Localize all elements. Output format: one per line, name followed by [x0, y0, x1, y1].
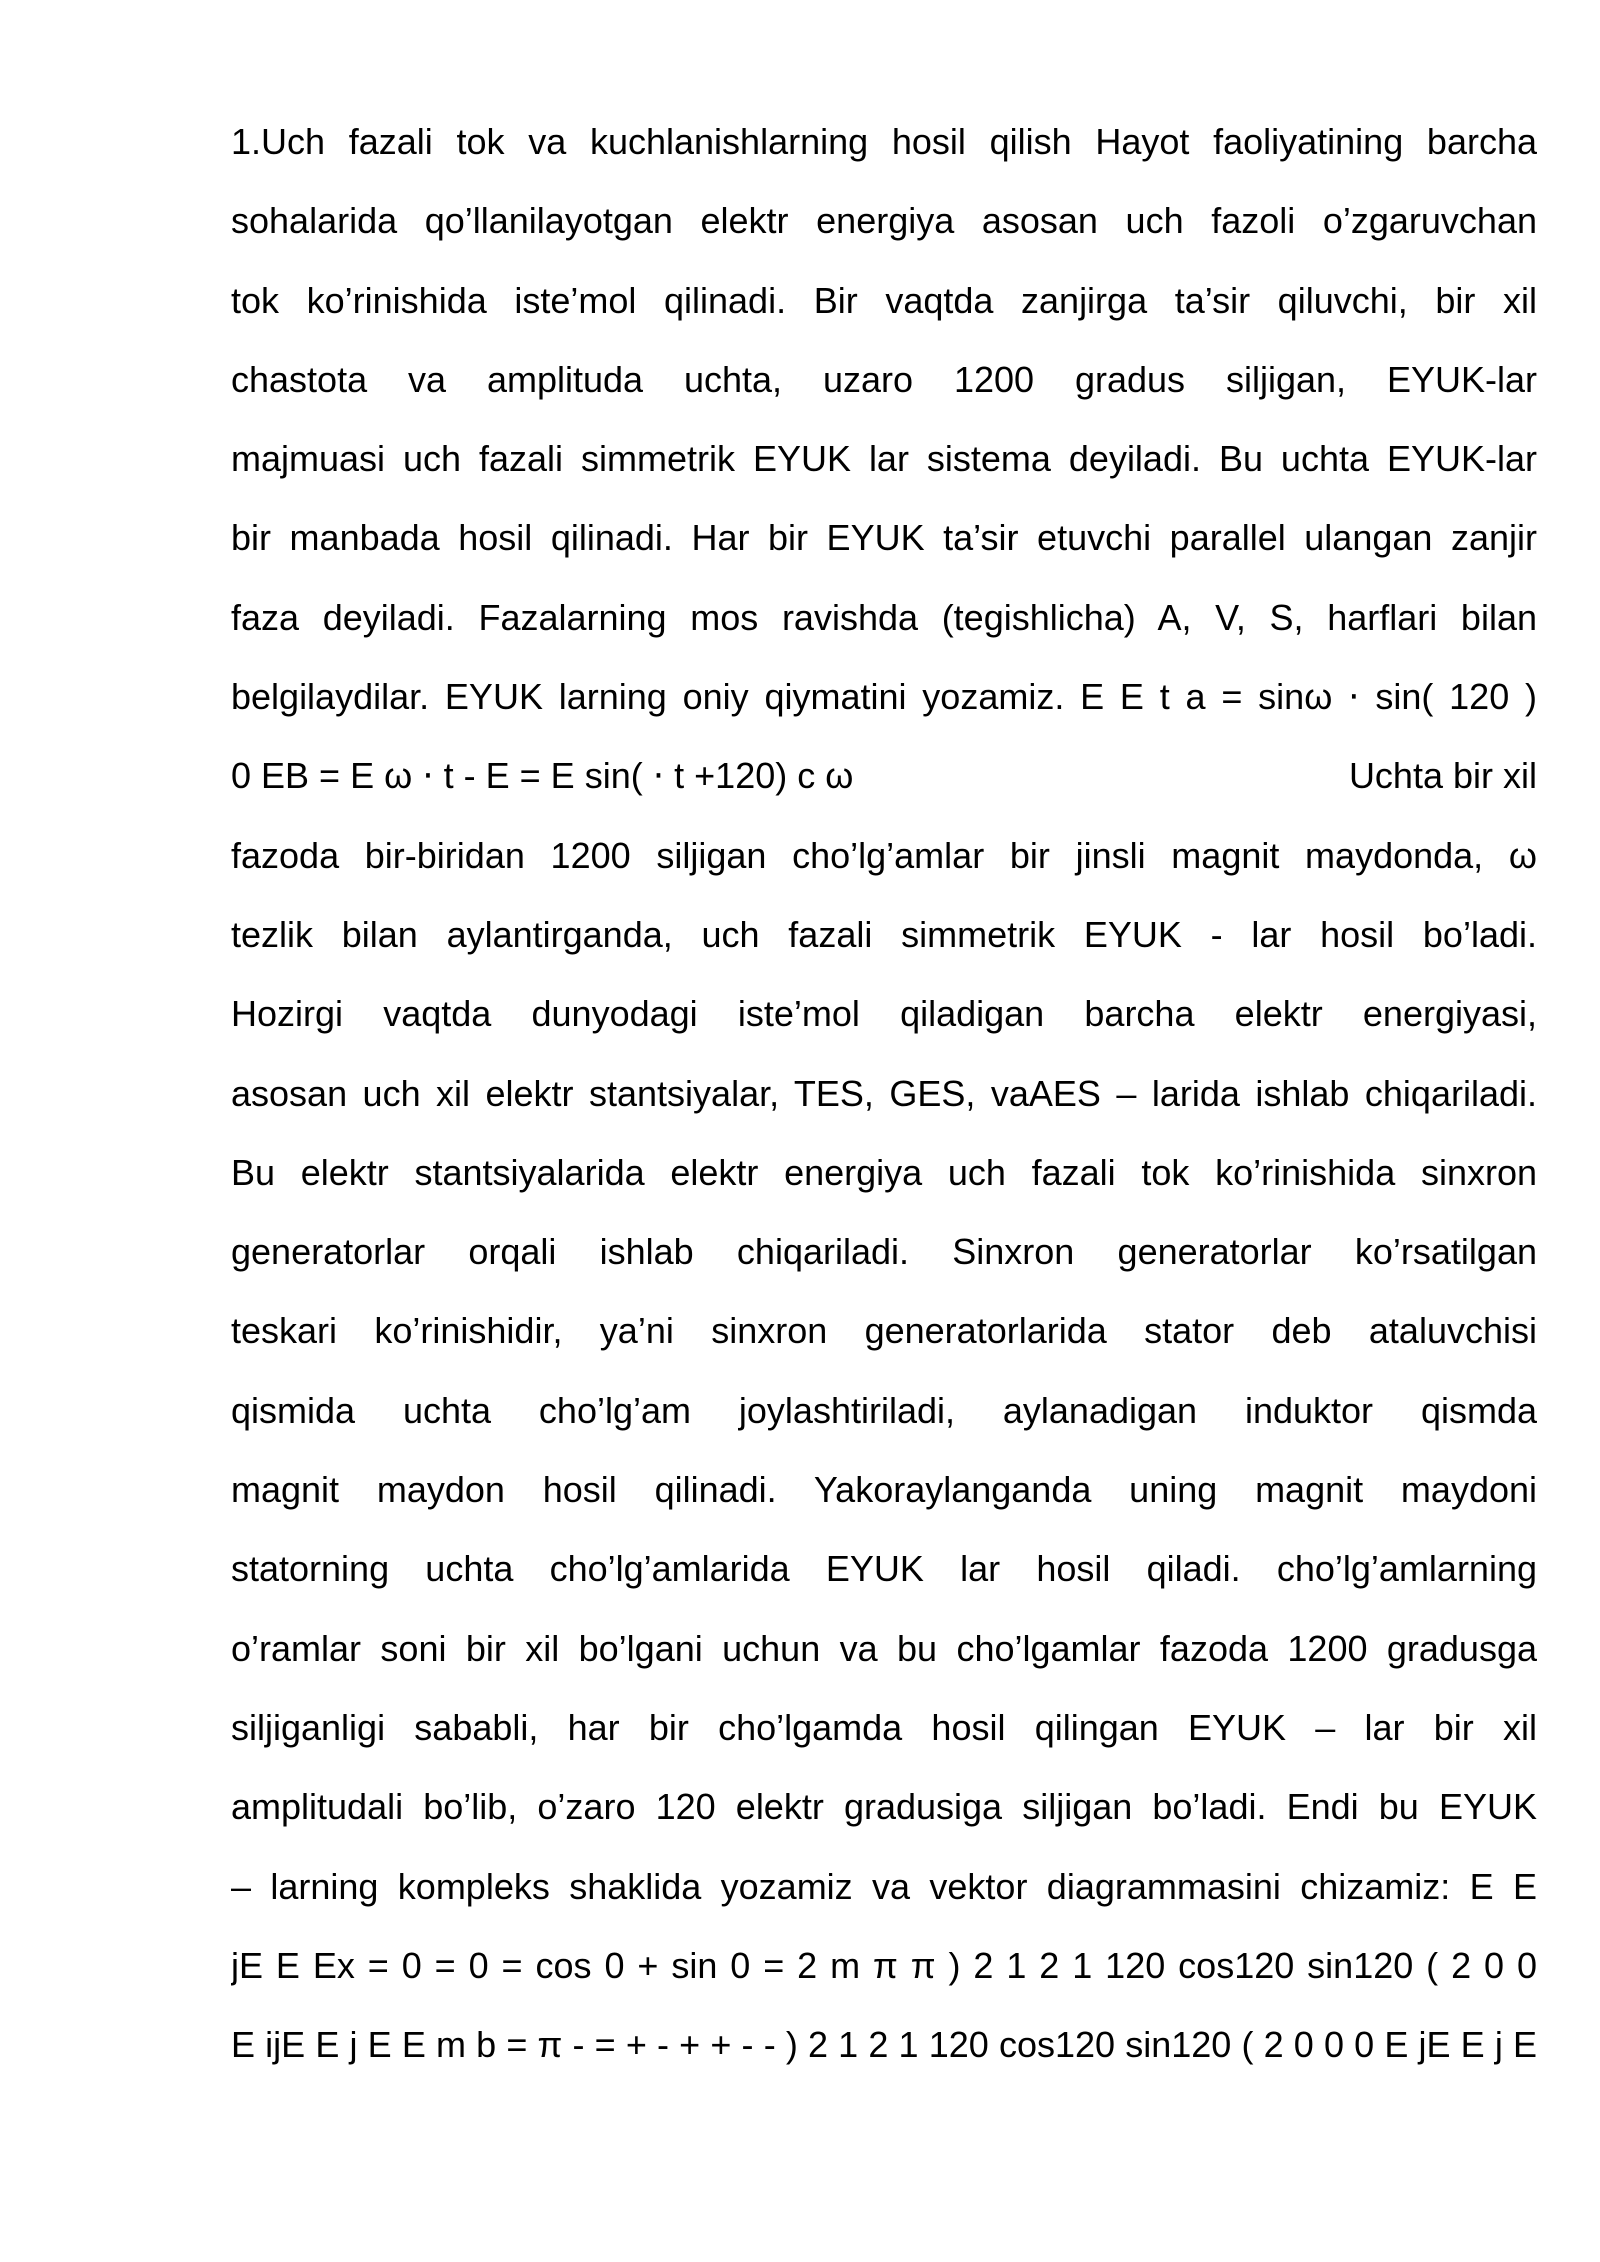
- paragraph-line-19: statorning uchta cho’lg’amlarida EYUK lar hosil qiladi. cho’lg’amlarning: [231, 1548, 1537, 1590]
- paragraph-line-24: jE E Ex = 0 = 0 = cos 0 + sin 0 = 2 m π π ) 2 1 2 1 120 cos120 sin120 ( 2 0 0: [231, 1944, 1537, 1986]
- paragraph-line-1: 1.Uch fazali tok va kuchlanishlarning hosil qilish Hayot faoliyatining barcha: [231, 121, 1537, 162]
- paragraph-line-17: qismida uchta cho’lg’am joylashtiriladi, aylanadigan induktor qismda: [231, 1389, 1537, 1431]
- paragraph-line-2: sohalarida qo’llanilayotgan elektr energiya asosan uch fazoli o’zgaruvchan: [231, 200, 1537, 242]
- paragraph-line-18: magnit maydon hosil qilinadi. Yakoraylanganda uning magnit maydoni: [231, 1469, 1537, 1511]
- paragraph-line-4: chastota va amplituda uchta, uzaro 1200 gradus siljigan, EYUK-lar: [231, 358, 1537, 400]
- paragraph-line-5: majmuasi uch fazali simmetrik EYUK lar sistema deyiladi. Bu uchta EYUK-lar: [231, 438, 1537, 480]
- paragraph-line-15: generatorlar orqali ishlab chiqariladi. Sinxron generatorlar ko’rsatilgan: [231, 1231, 1537, 1273]
- paragraph-line-23: – larning kompleks shaklida yozamiz va vektor diagrammasini chizamiz: E E: [231, 1865, 1537, 1907]
- paragraph-line-21: siljiganligi sababli, har bir cho’lgamda hosil qilingan EYUK – lar bir xil: [231, 1706, 1537, 1748]
- paragraph-line-16: teskari ko’rinishidir, ya’ni sinxron generatorlarida stator deb ataluvchisi: [231, 1310, 1537, 1352]
- paragraph-line-10: fazoda bir-biridan 1200 siljigan cho’lg’amlar bir jinsli magnit maydonda, ω: [231, 834, 1537, 876]
- paragraph-line-6: bir manbada hosil qilinadi. Har bir EYUK ta’sir etuvchi parallel ulangan zanjir: [231, 517, 1537, 559]
- paragraph-line-3: tok ko’rinishida iste’mol qilinadi. Bir vaqtda zanjirga ta’sir qiluvchi, bir xil: [231, 279, 1537, 321]
- paragraph-line-12: Hozirgi vaqtda dunyodagi iste’mol qiladigan barcha elektr energiyasi,: [231, 993, 1537, 1035]
- body-paragraph: [231, 114, 1537, 2096]
- paragraph-line-11: tezlik bilan aylantirganda, uch fazali simmetrik EYUK - lar hosil bo’ladi.: [231, 913, 1537, 955]
- paragraph-line-7: faza deyiladi. Fazalarning mos ravishda (tegishlicha) A, V, S, harflari bilan: [231, 596, 1537, 638]
- paragraph-line-9: [231, 748, 1537, 827]
- formula-trailing-text: Uchta bir xil: [1348, 755, 1537, 797]
- formula-text: 0 EB = E ω ⋅ t - E = E sin( ⋅ t +120) c ω: [231, 755, 854, 797]
- paragraph-line-25: E ijE E j E E m b = π - = + - + + - - ) 2 1 2 1 120 cos120 sin120 ( 2 0 0 0 E jE E j E: [231, 2024, 1537, 2066]
- paragraph-line-14: Bu elektr stantsiyalarida elektr energiya uch fazali tok ko’rinishida sinxron: [231, 1151, 1537, 1193]
- paragraph-line-13: asosan uch xil elektr stantsiyalar, TES, GES, vaAES – larida ishlab chiqariladi.: [231, 1072, 1537, 1114]
- paragraph-line-8: belgilaydilar. EYUK larning oniy qiymatini yozamiz. E E t a = sinω ⋅ sin( 120 ): [231, 676, 1537, 718]
- paragraph-line-20: o’ramlar soni bir xil bo’lgani uchun va bu cho’lgamlar fazoda 1200 gradusga: [231, 1627, 1537, 1669]
- paragraph-line-22: amplitudali bo’lib, o’zaro 120 elektr gradusiga siljigan bo’ladi. Endi bu EYUK: [231, 1786, 1537, 1828]
